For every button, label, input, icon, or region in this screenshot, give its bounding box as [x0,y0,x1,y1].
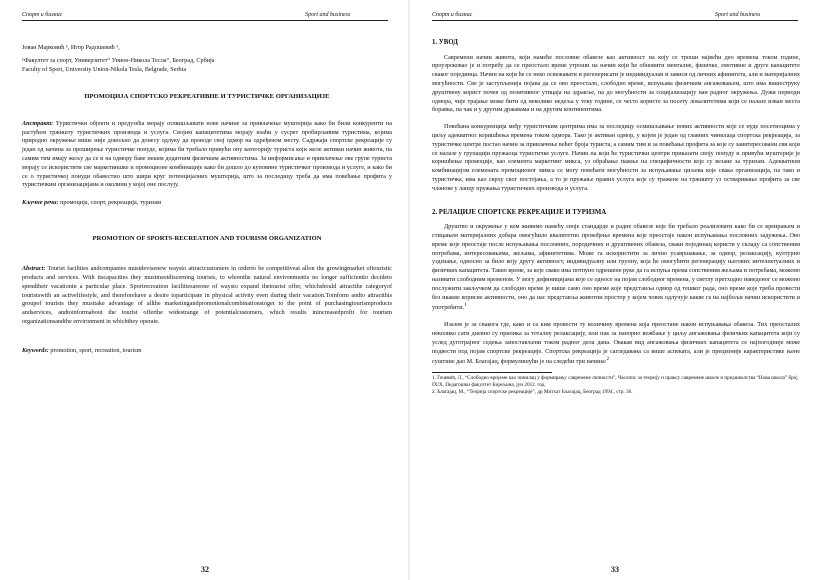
footnote-2: 2. Благајац, М., “Теорија спортске рекреације”, др Митхат Благајац, Београд 1994., стр. 36. [432,389,633,396]
right-page [410,0,820,580]
keywords-sr-label: Кључне речи: [22,199,59,207]
paragraph-4: Изазов је за свакога где, како и са ким провести ту количину времена која преостане након испуњавања обавеза. Тих преосталих неколико сати дневно су прилика за тоталну релаксацију, или пак за напорно вежбање у циљу ангажовања физичких капацитета који су услед дуготрајног седења запостављени током радног дела дана. Овакав вид ангажовања физичких капацитета се најпогодније може подвести под појам спортске рекреације. Спортска рекреација је сагледавана са више аспеката, али је прецизније карактеристике њене суштине дао М. Благајац, формулишући је на следећи три начина:$^2$ [432,321,800,366]
abstract-sr: Апстракт: Туристички објекти и предузећа морају осмишљавати нове начине за привлачење муштерија како би били конкуренти на растућем тржишту туристичких производа и услуга. Својим капацитетима морају изаћи у сусрет пробирљивим туристима, којима природно окружење више није довољно да донесу одлуку да проводе свој одмор на одређеном месту. Садржаји спортске рекреације су један од начина за проширење туристичке понуде, којима би требало привући ону категорију туриста који желе активан начин живота, па самим тим имају жељу да се и на одмору баве неким додатним физичким активностима. За информисање и привлачење ове групе туриста морају се искористити све маркетиншке и промоционе комбинације како би дошло до куповине туристичког производа и услуге, и како би се о туристичкој понуди обавестио што шири круг потенцијалних муштерија, што за последицу треба да има повећање профита у туристичким организацијама и околини у којој оне послују. [22,119,392,189]
footnote-1: 1. Гочевић, Л., “Слободно вријеме као чинилац у формирању савремене личности”, Часопис за теорију и праксу савремене школе и предшколства “Нова школа” број IX/X, Педагошки факултет Бијељина, јун 2012. год. [432,375,798,389]
header-rule [22,20,388,21]
section-heading-2: 2. РЕЛАЦИЈЕ СПОРТСКЕ РЕКРЕАЦИЈЕ И ТУРИЗМА [432,208,607,216]
keywords-en: Keywords: promotion, sport, recreation, tourism [22,346,142,354]
running-head-right: Sport and business [715,12,761,18]
footnote-rule [432,372,552,373]
footnote-ref-2[interactable]: 2 [606,356,610,363]
page-number-left: 32 [201,565,209,574]
keywords-en-label: Keywords: [22,346,49,354]
abstract-sr-label: Апстракт: [22,119,54,127]
running-head-left: Спорт и бизнис [432,12,473,18]
running-head-left: Спорт и бизнис [22,12,63,18]
title-en: PROMOTION OF SPORTS-RECREATION AND TOURISM ORGANIZATION [92,234,322,242]
abstract-en-label: Abstract: [22,265,46,273]
page-number-right: 33 [611,565,619,574]
affiliation-en: Faculty of Sport, University Union-Nikola Tesla, Belgrade, Serbia [22,65,187,73]
left-body [22,30,392,356]
paragraph-3: Друштво и окружење у ком живимо намећу своје стандарде и радне обавезе које би требало реализовати како би се креирањем и стицањем материјалних добара омогућило квалитетно провођење времена које преостаје након испуњавања пословних задужења. Ово време које преостаје после испуњавања пословних, породичних и друштвених обавеза, сваки појединац користи у складу са сопственим потребама, интересовањима, жељама, афинитетима. Може га искористити за лично усавршавање, за одмор, релаксацију, културно уздизање, односно за било коју другу активност, индивидуалну или групну, која ће омогућити регенерацију његових интелектуалних и физичких капацитета. Такво време, за које свако има потпуно одрешене руке да га испуња према сопственим жељама и потребама, можемо називати слободним временом. У могу дефиницијама које се односе на појам слободног времена, у светлу претходно наведеног се можемо послужити закључком да слободно време је више само оно време које представља одмор од тешког рада, оно време које треба провести без икакве корисне активности, оно да нас представља животни простор у којем човек одлучује каквe га на најбољи начин искористити и употребити.$^1$ [432,223,800,312]
right-body [432,38,800,396]
authors: Јован Марковић ¹, Игор Радошевић ¹, [22,44,120,51]
keywords-sr: Кључне речи: промоција, спорт, рекреација, туризам [22,199,162,207]
paragraph-1: Савремени начин живота, који намеће пословне обавезе као активност на коју се троши највећи део времена током године, проузроковао је и потребу да се преостало време утроши на начин који ће обновити менталне, физичке, емотивне и друге капацитете сваког појединца. Начин на који ће се неко освежавати и регенерисати је индивидуалан и зависи од личних афинитета, али и материјалних могућности. Све је заступљенија појава да се ово преостало, слободно време, испуњава физичким ангажовањем, што има вишеструку друштвену корист почев од позитивног утицаја на здравље, па до могућности за социјализацију ван радног окружења. Дужи периоди одмора, чије трајање може бити од неколико недеља у току године, се често користе за посету локалитетима који се налазе изван места боравка, па чак и у другим државама и на другим континентима. [432,53,800,114]
footnote-ref-1[interactable]: 1 [464,302,467,309]
affiliation-sr: ¹Факултет за спорт, Универзитет“ Унион-Никола Тесла“, Београд, Србија [22,56,215,64]
abstract-en: Abstract: Tourist facilities andcompanies mustdevisenew waysto attractcustomers in orderto be competitiveat allon the growingmarket oftouristic products and services. With itscapacities they mustmeetdiscerning tourists, to whomthe natural environmentis no longer sufficientto decideto spendtheir vacationin a particular place. Sportrecreation facilitiesareone of waysto expand thetourist offer, whichshould attractthe categoryof touristswith an activelifestyle, and thereforehave a desire toparticipate in physical activity even during their vacation.Toinform andto attractthis groupof tourists they musttake advantage of allthe marketingandpromotionalcombinationstoget to the point of purchasingtourismproducts andservices, andtoinformabout the tourist offerthe widestrange of potentialcustomers, which results inincreasedprofit for tourism organizationsandthe environment in whichthey operate. [22,265,392,326]
running-head-right: Sport and business [305,12,351,18]
section-heading-1: 1. УВОД [432,39,458,46]
paragraph-2: Повећана конкуренција међу туристичким центрима има за последицу осмишљавање нових активности које се нуде посетиоцима у циљу адекватног коришћења времена током одмора. Тако је активан одмор, у којем је један од главних чинилаца спортска рекреација, за туристичке центре постао начин за привлачење већег броја туриста, а самим тим и за повећање профита за које су заинтересовани сви који се налазе у групацији пружаоца туристичке услуге. Начин на који ће туристички центри приказати своју понуду и привући муштерије је коришћење промоције, као елемента маркетинг микса, уз обраћање пажње на специфичности које су везане за туризам. Адекватном комбинацијом елемената промоционог микса се могу повећати могућности за испуњавање циљева које свака организација, па тако и туристичка, има као сврху свог постојања, а то је пружање правих услуга које су тражене на тржишту уз остваривање профита за све чланове у ланцу пружања туристичких производа и услуга. [432,123,800,192]
title-sr: ПРОМОЦИЈА СПОРТСКО РЕКРЕАТИВНЕ И ТУРИСТИЧКЕ ОРГАНИЗАЦИЈЕ [84,93,330,101]
header-rule [432,20,798,21]
